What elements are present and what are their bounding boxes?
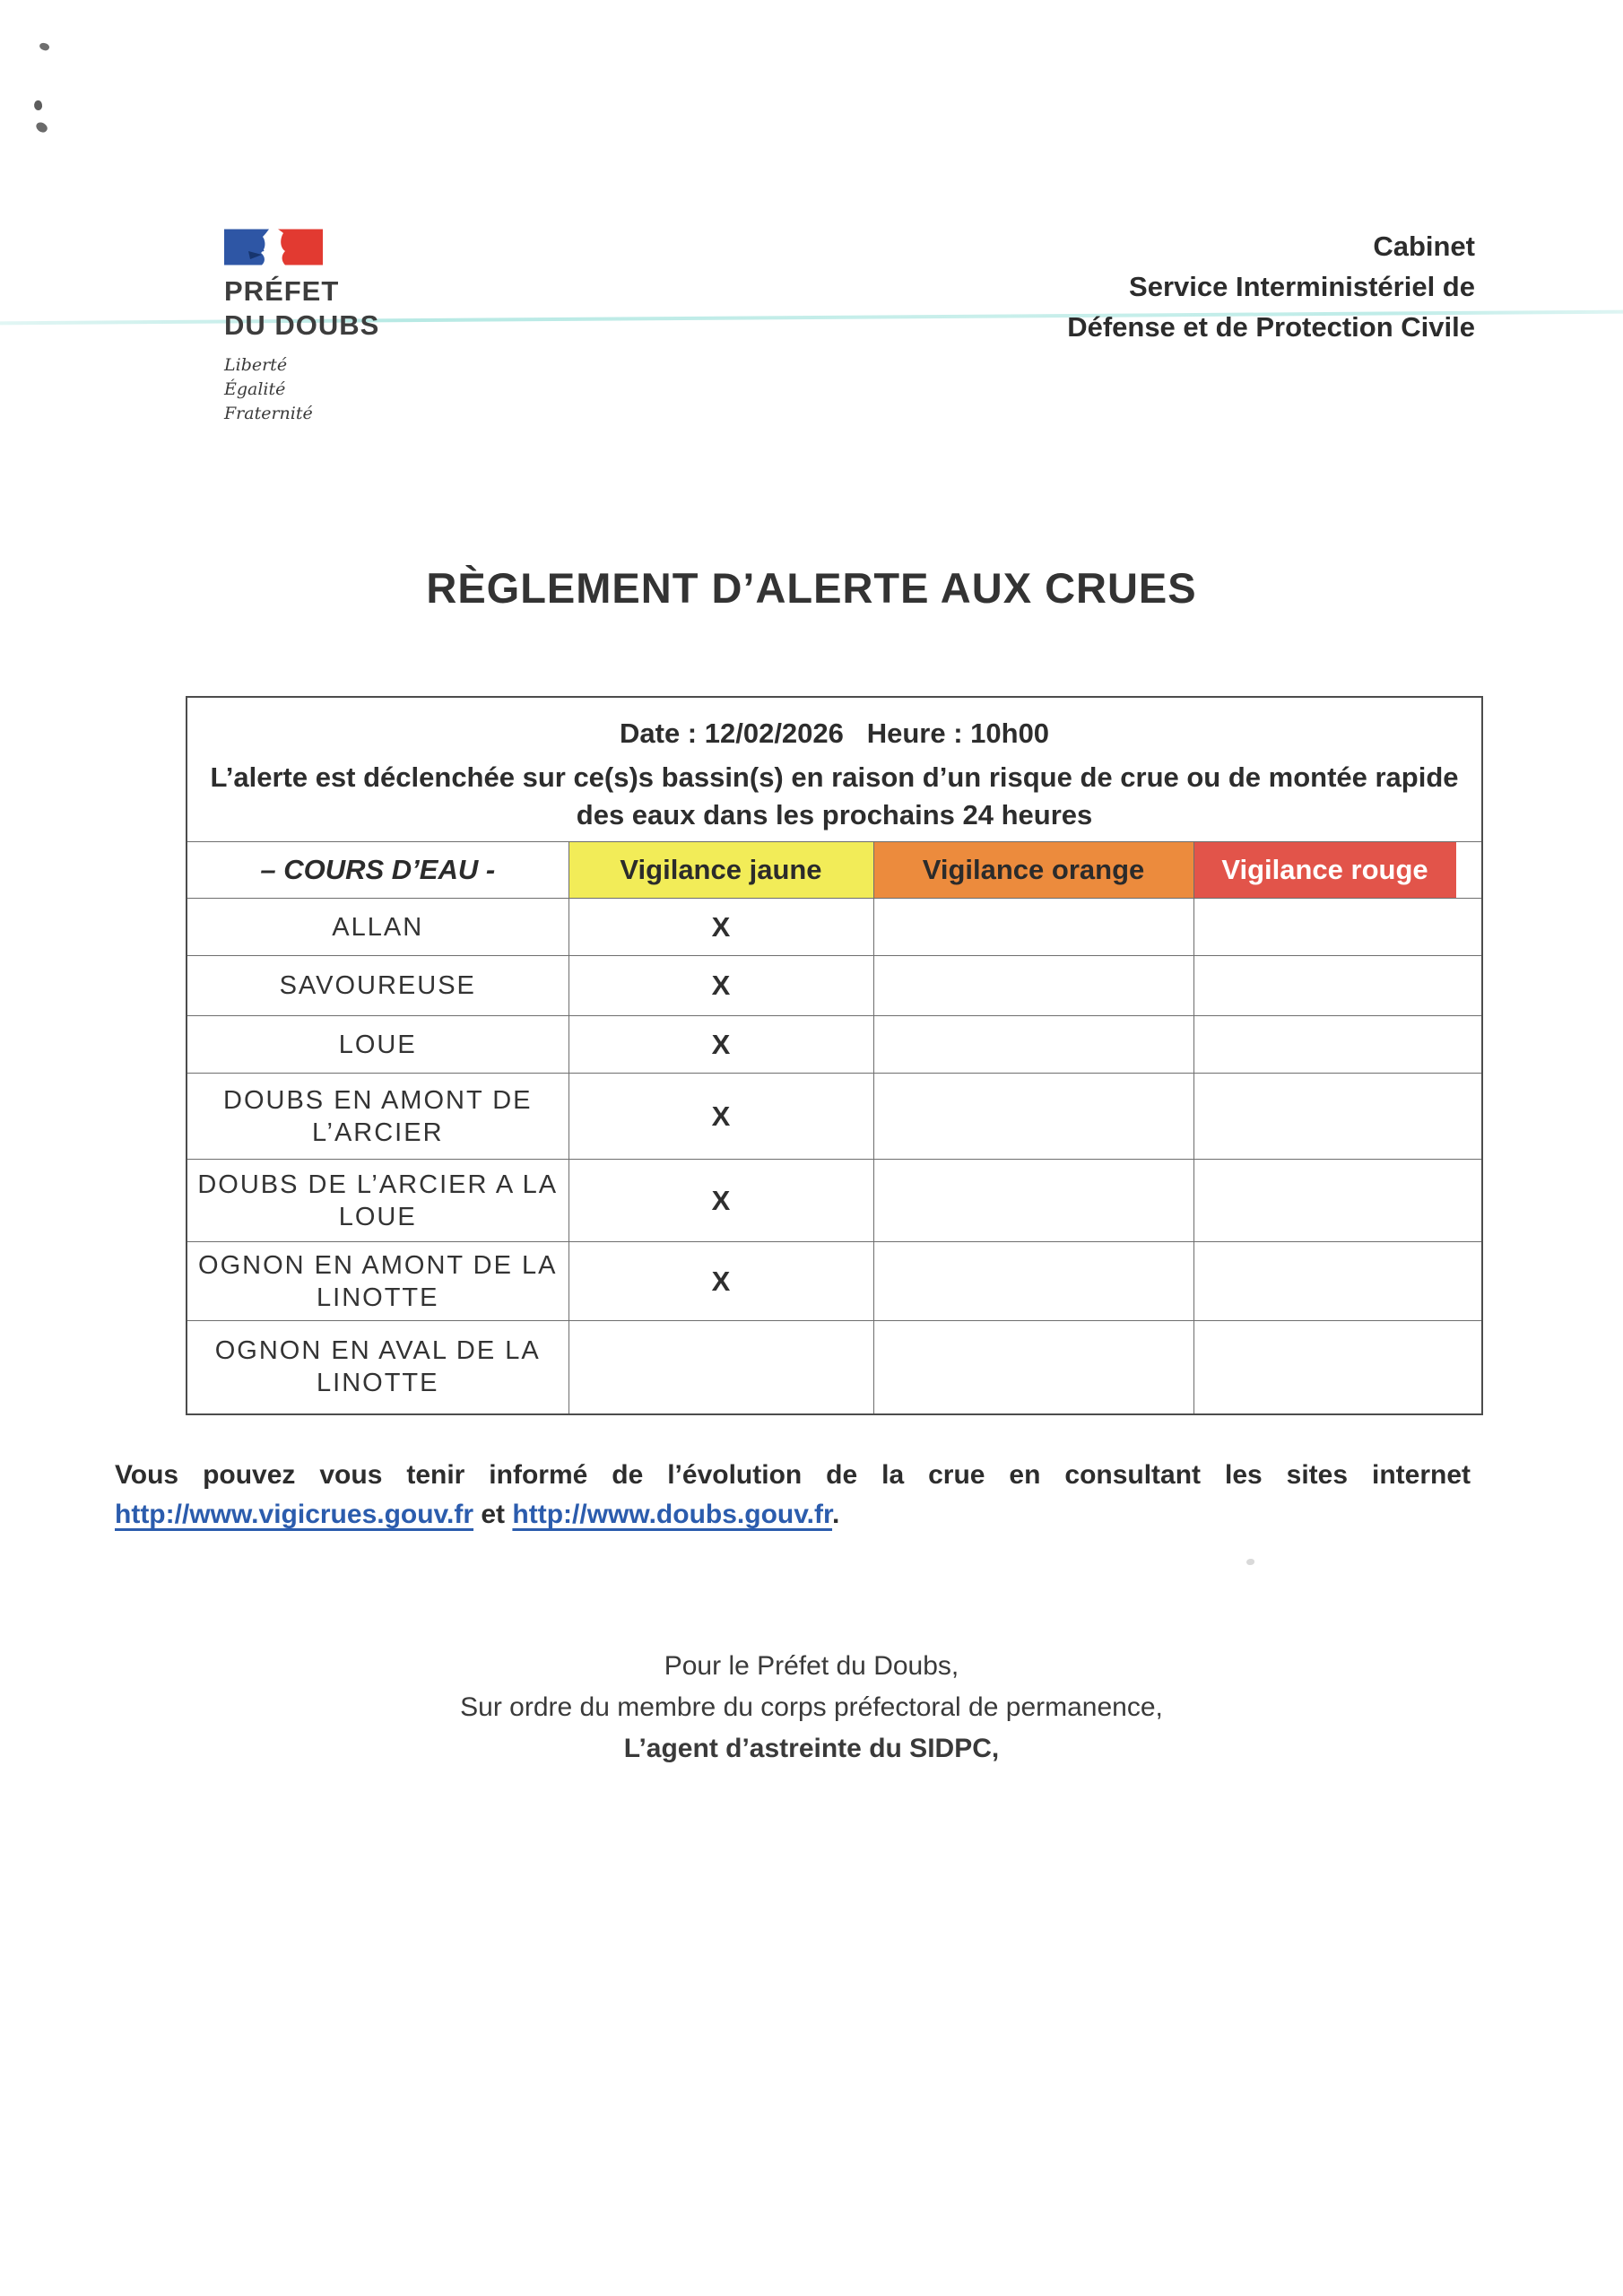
column-header-cours-deau: – COURS D’EAU - — [187, 842, 568, 899]
info-links-line — [115, 1500, 1471, 1530]
republic-motto — [224, 353, 379, 426]
river-name: ALLAN — [187, 899, 568, 956]
river-name: DOUBS EN AMONT DE L’ARCIER — [187, 1074, 568, 1160]
vigilance-orange-mark — [873, 899, 1193, 956]
river-name: SAVOUREUSE — [187, 956, 568, 1016]
sentence-period: . — [832, 1500, 840, 1529]
table-row — [187, 956, 1482, 1016]
signature-line-2: Sur ordre du membre du corps préfectoral de permanence, — [460, 1692, 1163, 1722]
vigilance-orange-mark — [873, 1016, 1193, 1074]
alert-date-time: Date : 12/02/2026 Heure : 10h00 — [620, 718, 1050, 749]
signature-line-3: L’agent d’astreinte du SIDPC, — [623, 1734, 1000, 1763]
vigilance-jaune-mark: X — [568, 1160, 873, 1242]
vigilance-rouge-mark — [1193, 1016, 1482, 1074]
table-row — [187, 899, 1482, 956]
motto-liberte: Liberté — [224, 355, 288, 375]
vigilance-orange-mark — [873, 1321, 1193, 1414]
table-merged-header-row — [187, 697, 1482, 842]
scan-speck — [1246, 1559, 1254, 1565]
vigilance-orange-mark — [873, 956, 1193, 1016]
prefecture-wordmark-line2: DU DOUBS — [224, 309, 380, 341]
river-name: DOUBS DE L’ARCIER A LA LOUE — [187, 1160, 568, 1242]
issuing-service-block — [1067, 226, 1475, 347]
vigilance-orange-mark — [873, 1160, 1193, 1242]
page-title: RÈGLEMENT D’ALERTE AUX CRUES — [426, 564, 1197, 612]
vigilance-rouge-mark — [1193, 899, 1482, 956]
links-connector: et — [481, 1500, 506, 1529]
vigilance-orange-mark — [873, 1074, 1193, 1160]
vigilance-jaune-mark: X — [568, 1016, 873, 1074]
scan-speck — [39, 41, 50, 52]
column-header-vigilance-jaune: Vigilance jaune — [568, 842, 873, 899]
table-merged-header-cell — [187, 697, 1482, 842]
info-text: Vous pouvez vous tenir informé de l’évolution de la crue en consultant les sites internet — [115, 1460, 1471, 1490]
column-header-vigilance-rouge — [1193, 842, 1482, 899]
motto-egalite: Égalité — [224, 379, 286, 399]
table-row — [187, 1242, 1482, 1321]
alert-description: L’alerte est déclenchée sur ce(s)s bassin(s) en raison d’un risque de crue ou de montée rapide des eaux dans les prochains 24 heures — [210, 761, 1459, 831]
table-row — [187, 1160, 1482, 1242]
prefecture-logo-block — [224, 228, 379, 426]
vigilance-jaune-mark: X — [568, 956, 873, 1016]
service-line-sidpc-1: Service Interministériel de — [1129, 271, 1475, 302]
scan-speck — [33, 100, 43, 111]
river-name: LOUE — [187, 1016, 568, 1074]
river-name: OGNON EN AVAL DE LA LINOTTE — [187, 1321, 568, 1414]
vigilance-rouge-mark — [1193, 1242, 1482, 1321]
vigilance-rouge-mark — [1193, 1321, 1482, 1414]
signature-line-1: Pour le Préfet du Doubs, — [664, 1651, 959, 1681]
vigilance-jaune-mark — [568, 1321, 873, 1414]
table-row — [187, 1016, 1482, 1074]
column-header-vigilance-orange: Vigilance orange — [873, 842, 1193, 899]
vigilance-rouge-mark — [1193, 1160, 1482, 1242]
service-line-sidpc-2: Défense et de Protection Civile — [1067, 311, 1475, 343]
vigilance-rouge-mark — [1193, 956, 1482, 1016]
vigilance-orange-mark — [873, 1242, 1193, 1321]
prefecture-wordmark-line1: PRÉFET — [224, 275, 340, 307]
column-header-vigilance-rouge-label: Vigilance rouge — [1194, 842, 1456, 898]
motto-fraternite: Fraternité — [224, 404, 313, 423]
vigilance-rouge-mark — [1193, 1074, 1482, 1160]
table-row — [187, 1074, 1482, 1160]
table-row — [187, 1321, 1482, 1414]
french-flag-marianne-icon — [224, 228, 325, 267]
vigicrues-link[interactable]: http://www.vigicrues.gouv.fr — [115, 1500, 474, 1529]
signature-block — [0, 1646, 1623, 1770]
vigilance-jaune-mark: X — [568, 899, 873, 956]
info-paragraph — [115, 1460, 1471, 1530]
doubs-gouv-link[interactable]: http://www.doubs.gouv.fr — [512, 1500, 833, 1529]
flood-alert-table — [186, 696, 1483, 1415]
river-name: OGNON EN AMONT DE LA LINOTTE — [187, 1242, 568, 1321]
scan-speck — [34, 120, 48, 135]
vigilance-jaune-mark: X — [568, 1074, 873, 1160]
service-line-cabinet: Cabinet — [1373, 230, 1475, 262]
table-column-header-row — [187, 842, 1482, 899]
prefecture-wordmark — [224, 274, 379, 343]
vigilance-jaune-mark: X — [568, 1242, 873, 1321]
